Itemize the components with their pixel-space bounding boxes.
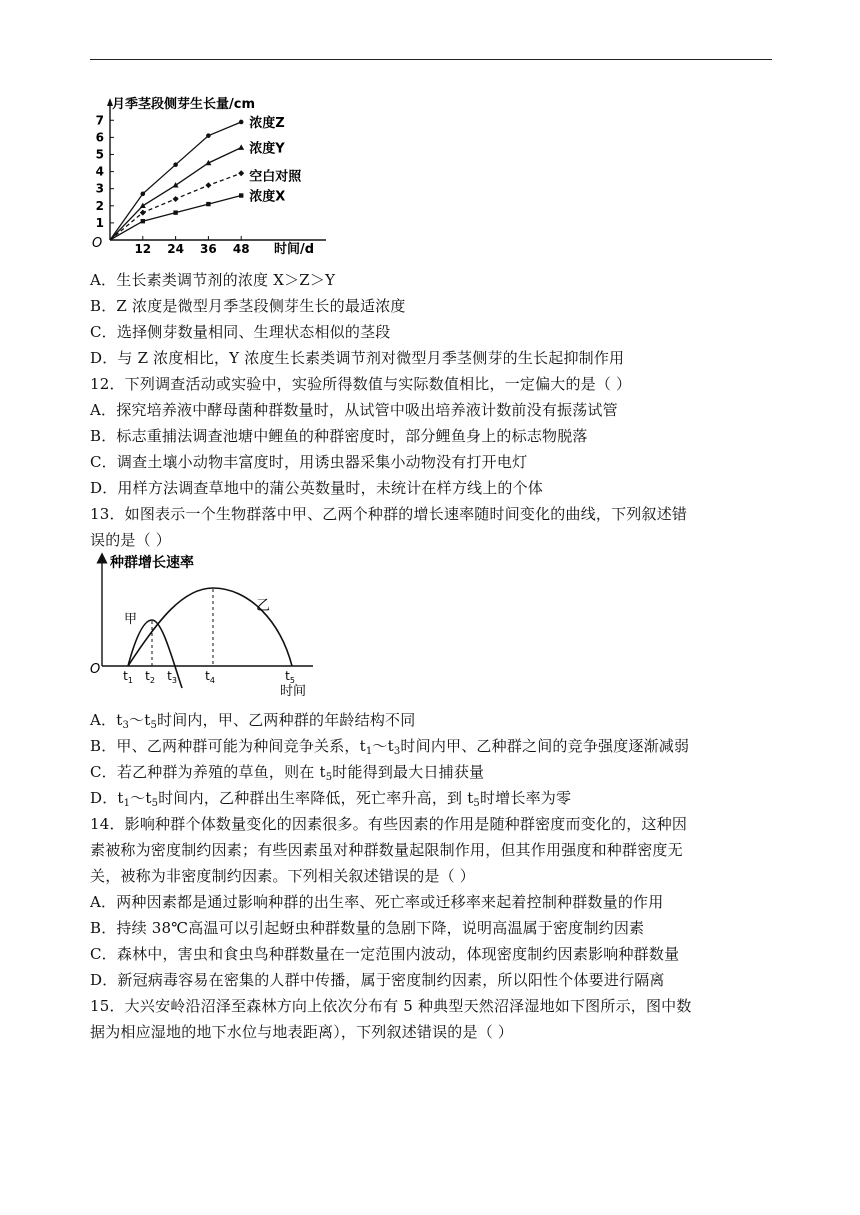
q11-option-a: A．生长素类调节剂的浓度 X＞Z＞Y xyxy=(90,271,336,289)
y-tick-label: 3 xyxy=(95,181,104,196)
q11-option-b: B．Z 浓度是微型月季茎段侧芽生长的最适浓度 xyxy=(90,297,406,315)
q14-option-b: B．持续 38℃高温可以引起蚜虫种群数量的急剧下降，说明高温属于密度制约因素 xyxy=(90,919,645,937)
q12-stem: 12．下列调查活动或实验中，实验所得数值与实际数值相比，一定偏大的是（ ） xyxy=(90,375,632,393)
q12-option-d: D．用样方法调查草地中的蒲公英数量时，未统计在样方线上的个体 xyxy=(90,479,544,497)
q13-stem-line2: 误的是（ ） xyxy=(90,531,171,549)
q11-option-c: C．选择侧芽数量相同、生理状态相似的茎段 xyxy=(90,323,391,341)
q14-stem-line3: 关，被称为非密度制约因素。下列相关叙述错误的是（ ） xyxy=(90,867,475,885)
y-tick-label: 1 xyxy=(95,215,104,230)
origin-label: O xyxy=(90,662,101,677)
point xyxy=(206,133,211,138)
point xyxy=(238,144,244,149)
q14-stem-line1: 14．影响种群个体数量变化的因素很多。有些因素的作用是随种群密度而变化的，这种因 xyxy=(90,815,688,833)
q11-option-d: D．与 Z 浓度相比，Y 浓度生长素类调节剂对微型月季茎侧芽的生长起抑制作用 xyxy=(90,349,625,367)
series-line xyxy=(110,196,241,241)
point xyxy=(239,120,244,125)
x-tick-label: 12 xyxy=(134,242,152,256)
x-tick-label: 36 xyxy=(200,242,217,256)
chart-x-label: 时间/d xyxy=(274,242,315,257)
series-label: 浓度Y xyxy=(249,141,285,157)
x-tick-label: 48 xyxy=(232,242,250,256)
q12-option-a: A．探究培养液中酵母菌种群数量时，从试管中吸出培养液计数前没有振荡试管 xyxy=(90,401,618,419)
series-line xyxy=(110,148,241,240)
chart-y-label: 月季茎段侧芽生长量/cm xyxy=(112,97,256,112)
label-jia: 甲 xyxy=(124,612,138,627)
q15-stem-line2: 据为相应湿地的地下水位与地表距离），下列叙述错误的是（ ） xyxy=(90,1023,514,1041)
x-axis-label: 时间 xyxy=(280,684,307,699)
time-tick-label: $t_3$ xyxy=(167,669,177,685)
series-label: 浓度X xyxy=(249,189,286,205)
q13-option-c: C．若乙种群为养殖的草鱼，则在 $t_5$时能得到最大日捕获量 xyxy=(90,763,485,783)
y-tick-label: 6 xyxy=(95,130,104,145)
point xyxy=(173,196,179,202)
population-growth-chart xyxy=(88,550,348,700)
point xyxy=(173,182,179,187)
series-label: 浓度Z xyxy=(249,115,285,131)
time-tick-label: $t_4$ xyxy=(205,669,215,685)
y-axis-label: 种群增长速率 xyxy=(110,555,194,571)
header-rule xyxy=(90,59,772,60)
q14-option-d: D．新冠病毒容易在密集的人群中传播，属于密度制约因素，所以阳性个体要进行隔离 xyxy=(90,971,665,989)
q14-stem-line2: 素被称为密度制约因素；有些因素虽对种群数量起限制作用，但其作用强度和种群密度无 xyxy=(90,841,683,859)
time-tick-label: $t_1$ xyxy=(123,669,133,685)
q13-option-b: B．甲、乙两种群可能为种间竞争关系，$t_1\sim t_3$时间内甲、乙种群之间的竞争强度逐渐减弱 xyxy=(90,737,690,757)
point xyxy=(141,192,146,197)
label-yi: 乙 xyxy=(256,598,270,614)
q13-stem-line1: 13．如图表示一个生物群落中甲、乙两个种群的增长速率随时间变化的曲线，下列叙述错 xyxy=(90,505,688,523)
point xyxy=(206,202,210,206)
point xyxy=(238,170,244,176)
point xyxy=(173,210,177,214)
point xyxy=(141,219,145,223)
q12-option-b: B．标志重捕法调查池塘中鲤鱼的种群密度时，部分鲤鱼身上的标志物脱落 xyxy=(90,427,588,445)
series-label: 空白对照 xyxy=(249,169,302,185)
point xyxy=(205,182,211,188)
q14-option-c: C．森林中，害虫和食虫鸟种群数量在一定范围内波动，体现密度制约因素影响种群数量 xyxy=(90,945,680,963)
point xyxy=(140,203,146,208)
point xyxy=(140,210,146,216)
x-tick-label: 24 xyxy=(167,242,184,256)
point xyxy=(173,162,178,167)
time-tick-label: $t_5$ xyxy=(285,669,295,685)
y-tick-label: 5 xyxy=(95,147,104,162)
time-tick-label: $t_2$ xyxy=(145,669,155,685)
y-tick-label: 4 xyxy=(95,164,104,179)
q13-option-a: A．$t_3\sim t_5$时间内，甲、乙两种群的年龄结构不同 xyxy=(90,711,416,731)
growth-chart xyxy=(88,92,338,262)
y-tick-label: 7 xyxy=(95,113,104,128)
q14-option-a: A．两种因素都是通过影响种群的出生率、死亡率或迁移率来起着控制种群数量的作用 xyxy=(90,893,664,911)
chart-origin-label: O xyxy=(92,236,103,251)
q12-option-c: C．调查土壤小动物丰富度时，用诱虫器采集小动物没有打开电灯 xyxy=(90,453,528,471)
y-tick-label: 2 xyxy=(95,198,104,213)
q13-option-d: D．$t_1\sim t_5$时间内，乙种群出生率降低，死亡率升高，到 $t_5$时增长率为零 xyxy=(90,789,572,809)
point xyxy=(239,193,243,197)
q15-stem-line1: 15．大兴安岭沿沼泽至森林方向上依次分布有 5 种典型天然沼泽湿地如下图所示，图中数 xyxy=(90,997,692,1015)
